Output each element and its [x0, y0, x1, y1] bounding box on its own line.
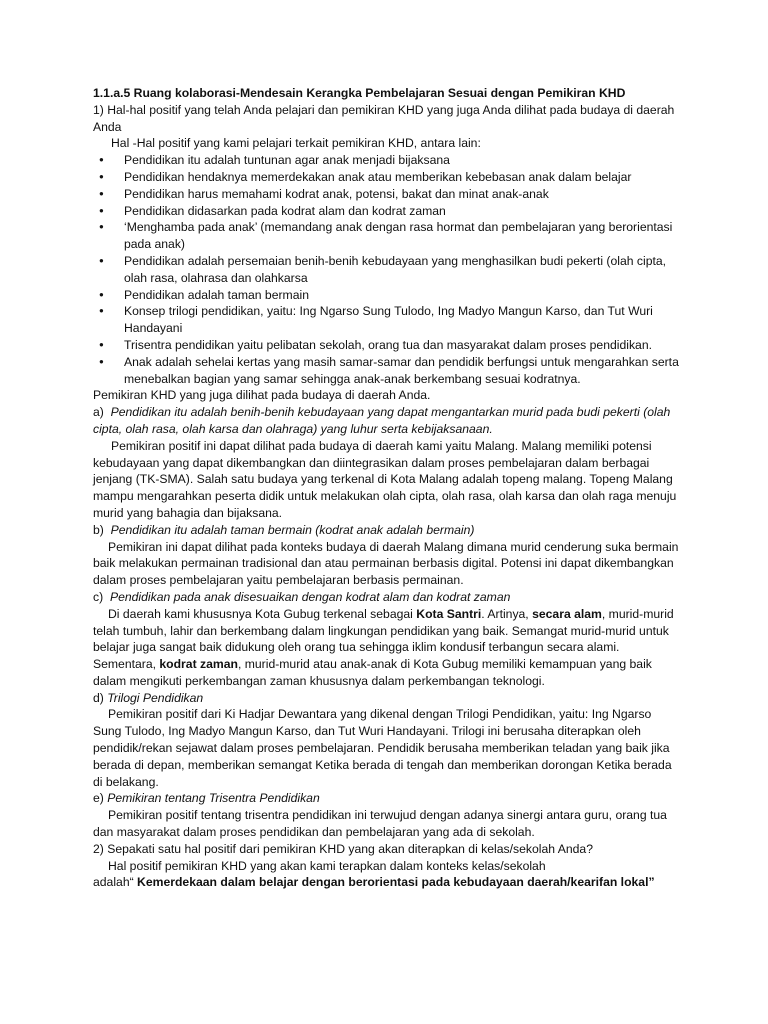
answer-prefix: adalah“ [93, 875, 138, 890]
section-b-title: Pendidikan itu adalah taman bermain (kodrat anak adalah bermain) [110, 522, 475, 537]
list-item: ● Anak adalah sehelai kertas yang masih samar-samar dan pendidik berfungsi untuk mengarahkan serta menebalkan bagian yang samar sehingga anak-anak berkembang sesuai kodratnya. [93, 354, 683, 388]
list-item: ● Pendidikan harus memahami kodrat anak, potensi, bakat dan minat anak-anak [93, 186, 683, 203]
section-b-heading [93, 522, 683, 539]
section-e-title: Pemikiran tentang Trisentra Pendidikan [107, 791, 320, 806]
question-1: 1) Hal-hal positif yang telah Anda pelajari dan pemikiran KHD yang juga Anda dilihat pada budaya di daerah Anda [93, 102, 675, 134]
secara-alam-bold: secara alam [532, 606, 602, 621]
list-item: ● Pendidikan hendaknya memerdekakan anak atau memberikan kebebasan anak dalam belajar [93, 169, 683, 186]
list-item: ● ‘Menghamba pada anak’ (memandang anak dengan rasa hormat dan pembelajaran yang berorientasi pada anak) [93, 219, 683, 253]
list-item: ● Konsep trilogi pendidikan, yaitu: Ing Ngarso Sung Tulodo, Ing Madyo Mangun Karso, dan Tut Wuri Handayani [93, 303, 683, 337]
section-d-body: Pemikiran positif dari Ki Hadjar Dewantara yang dikenal dengan Trilogi Pendidikan, yaitu: Ing Ngarso Sung Tulodo, Ing Madyo Mangun Karso, dan Tut Wuri Handayani. Trilogi ini berusaha diterapkan oleh pendidik/rekan sejawat dalam proses pembelajaran. Pendidik berusaha memberikan teladan yang baik jika berada di depan, memberikan semangat Ketika berada di tengah dan memberikan dorongan Ketika berada di belakang. [93, 707, 672, 789]
budaya-intro: Pemikiran KHD yang juga dilihat pada budaya di daerah Anda. [93, 388, 431, 403]
section-c-title: Pendidikan pada anak disesuaikan dengan kodrat alam dan kodrat zaman [109, 589, 511, 604]
section-c-text-3: , murid-murid telah tumbuh, lahir dan berkembang dalam lingkungan pendidikan yang baik. Semangat murid-murid untuk belajar juga sangat baik didukung oleh orang tua sehingga iklim kondusif terbangun secara alami. Sementara, [93, 606, 674, 672]
positive-points-list [93, 152, 683, 387]
list-item: ● Pendidikan adalah taman bermain [93, 287, 683, 304]
section-c-text-1: Di daerah kami khususnya Kota Gubug terkenal sebagai [108, 606, 417, 621]
section-d-heading [93, 690, 683, 707]
section-b-body: Pemikiran ini dapat dilihat pada konteks budaya di daerah Malang dimana murid cenderung suka bermain baik melakukan permainan tradisional dan atau permainan berbasis digital. Potensi ini dapat dikembangkan dalam proses pembelajaran yaitu pembelajaran berbasis permainan. [93, 539, 679, 588]
document-page [93, 85, 683, 891]
kota-santri-bold: Kota Santri [416, 606, 482, 621]
question-2: 2) Sepakati satu hal positif dari pemikiran KHD yang akan diterapkan di kelas/sekolah Anda? [93, 841, 593, 856]
answer-bold: Kemerdekaan dalam belajar dengan berorientasi pada kebudayaan daerah/kearifan lokal” [137, 875, 655, 890]
section-c-body [93, 606, 683, 690]
kodrat-zaman-bold: kodrat zaman [159, 657, 238, 672]
list-item: ● Pendidikan itu adalah tuntunan agar anak menjadi bijaksana [93, 152, 683, 169]
list-item: ● Trisentra pendidikan yaitu pelibatan sekolah, orang tua dan masyarakat dalam proses pendidikan. [93, 337, 683, 354]
section-c-label: c) [93, 589, 104, 604]
section-e-heading [93, 790, 683, 807]
list-intro: Hal -Hal positif yang kami pelajari terkait pemikiran KHD, antara lain: [111, 136, 481, 151]
section-a-body: Pemikiran positif ini dapat dilihat pada budaya di daerah kami yaitu Malang. Malang memiliki potensi kebudayaan yang dapat dikembangkan dan diintegrasikan dalam proses pembelajaran dalam berbagai jenjang (TK-SMA). Salah satu budaya yang terkenal di Kota Malang adalah topeng malang. Topeng Malang mampu mengarahkan peserta didik untuk melakukan olah cipta, olah rasa, olah karsa dan olah raga menuju murid yang bahagia dan bijaksana. [93, 438, 677, 520]
section-d-title: Trilogi Pendidikan [107, 690, 204, 705]
section-a-heading [93, 404, 683, 438]
document-title: 1.1.a.5 Ruang kolaborasi-Mendesain Kerangka Pembelajaran Sesuai dengan Pemikiran KHD [93, 86, 626, 100]
section-e-body: Pemikiran positif tentang trisentra pendidikan ini terwujud dengan adanya sinergi antara guru, orang tua dan masyarakat dalam proses pendidikan dan pembelajaran yang ada di sekolah. [93, 808, 667, 840]
section-e-label: e) [93, 791, 104, 806]
section-a-label: a) [93, 405, 104, 420]
question-2-answer [93, 874, 683, 891]
section-c-text-4: , murid-murid atau anak-anak di Kota Gubug memiliki kemampuan yang baik dalam mengikuti perkembangan zaman khususnya dalam perkembangan teknologi. [93, 657, 652, 688]
section-d-label: d) [93, 690, 104, 705]
section-c-heading [93, 589, 683, 606]
list-item: ● Pendidikan adalah persemaian benih-benih kebudayaan yang menghasilkan budi pekerti (olah cipta, olah rasa, olahrasa dan olahkarsa [93, 253, 683, 287]
question-2-answer-intro: Hal positif pemikiran KHD yang akan kami terapkan dalam konteks kelas/sekolah [108, 858, 546, 873]
section-b-label: b) [93, 522, 104, 537]
section-a-title: Pendidikan itu adalah benih-benih kebudayaan yang dapat mengantarkan murid pada budi pekerti (olah cipta, olah rasa, olah karsa dan olahraga) yang luhur serta kebijaksanaan. [93, 405, 671, 436]
list-item: ● Pendidikan didasarkan pada kodrat alam dan kodrat zaman [93, 203, 683, 220]
section-c-text-2: . Artinya, [481, 606, 533, 621]
